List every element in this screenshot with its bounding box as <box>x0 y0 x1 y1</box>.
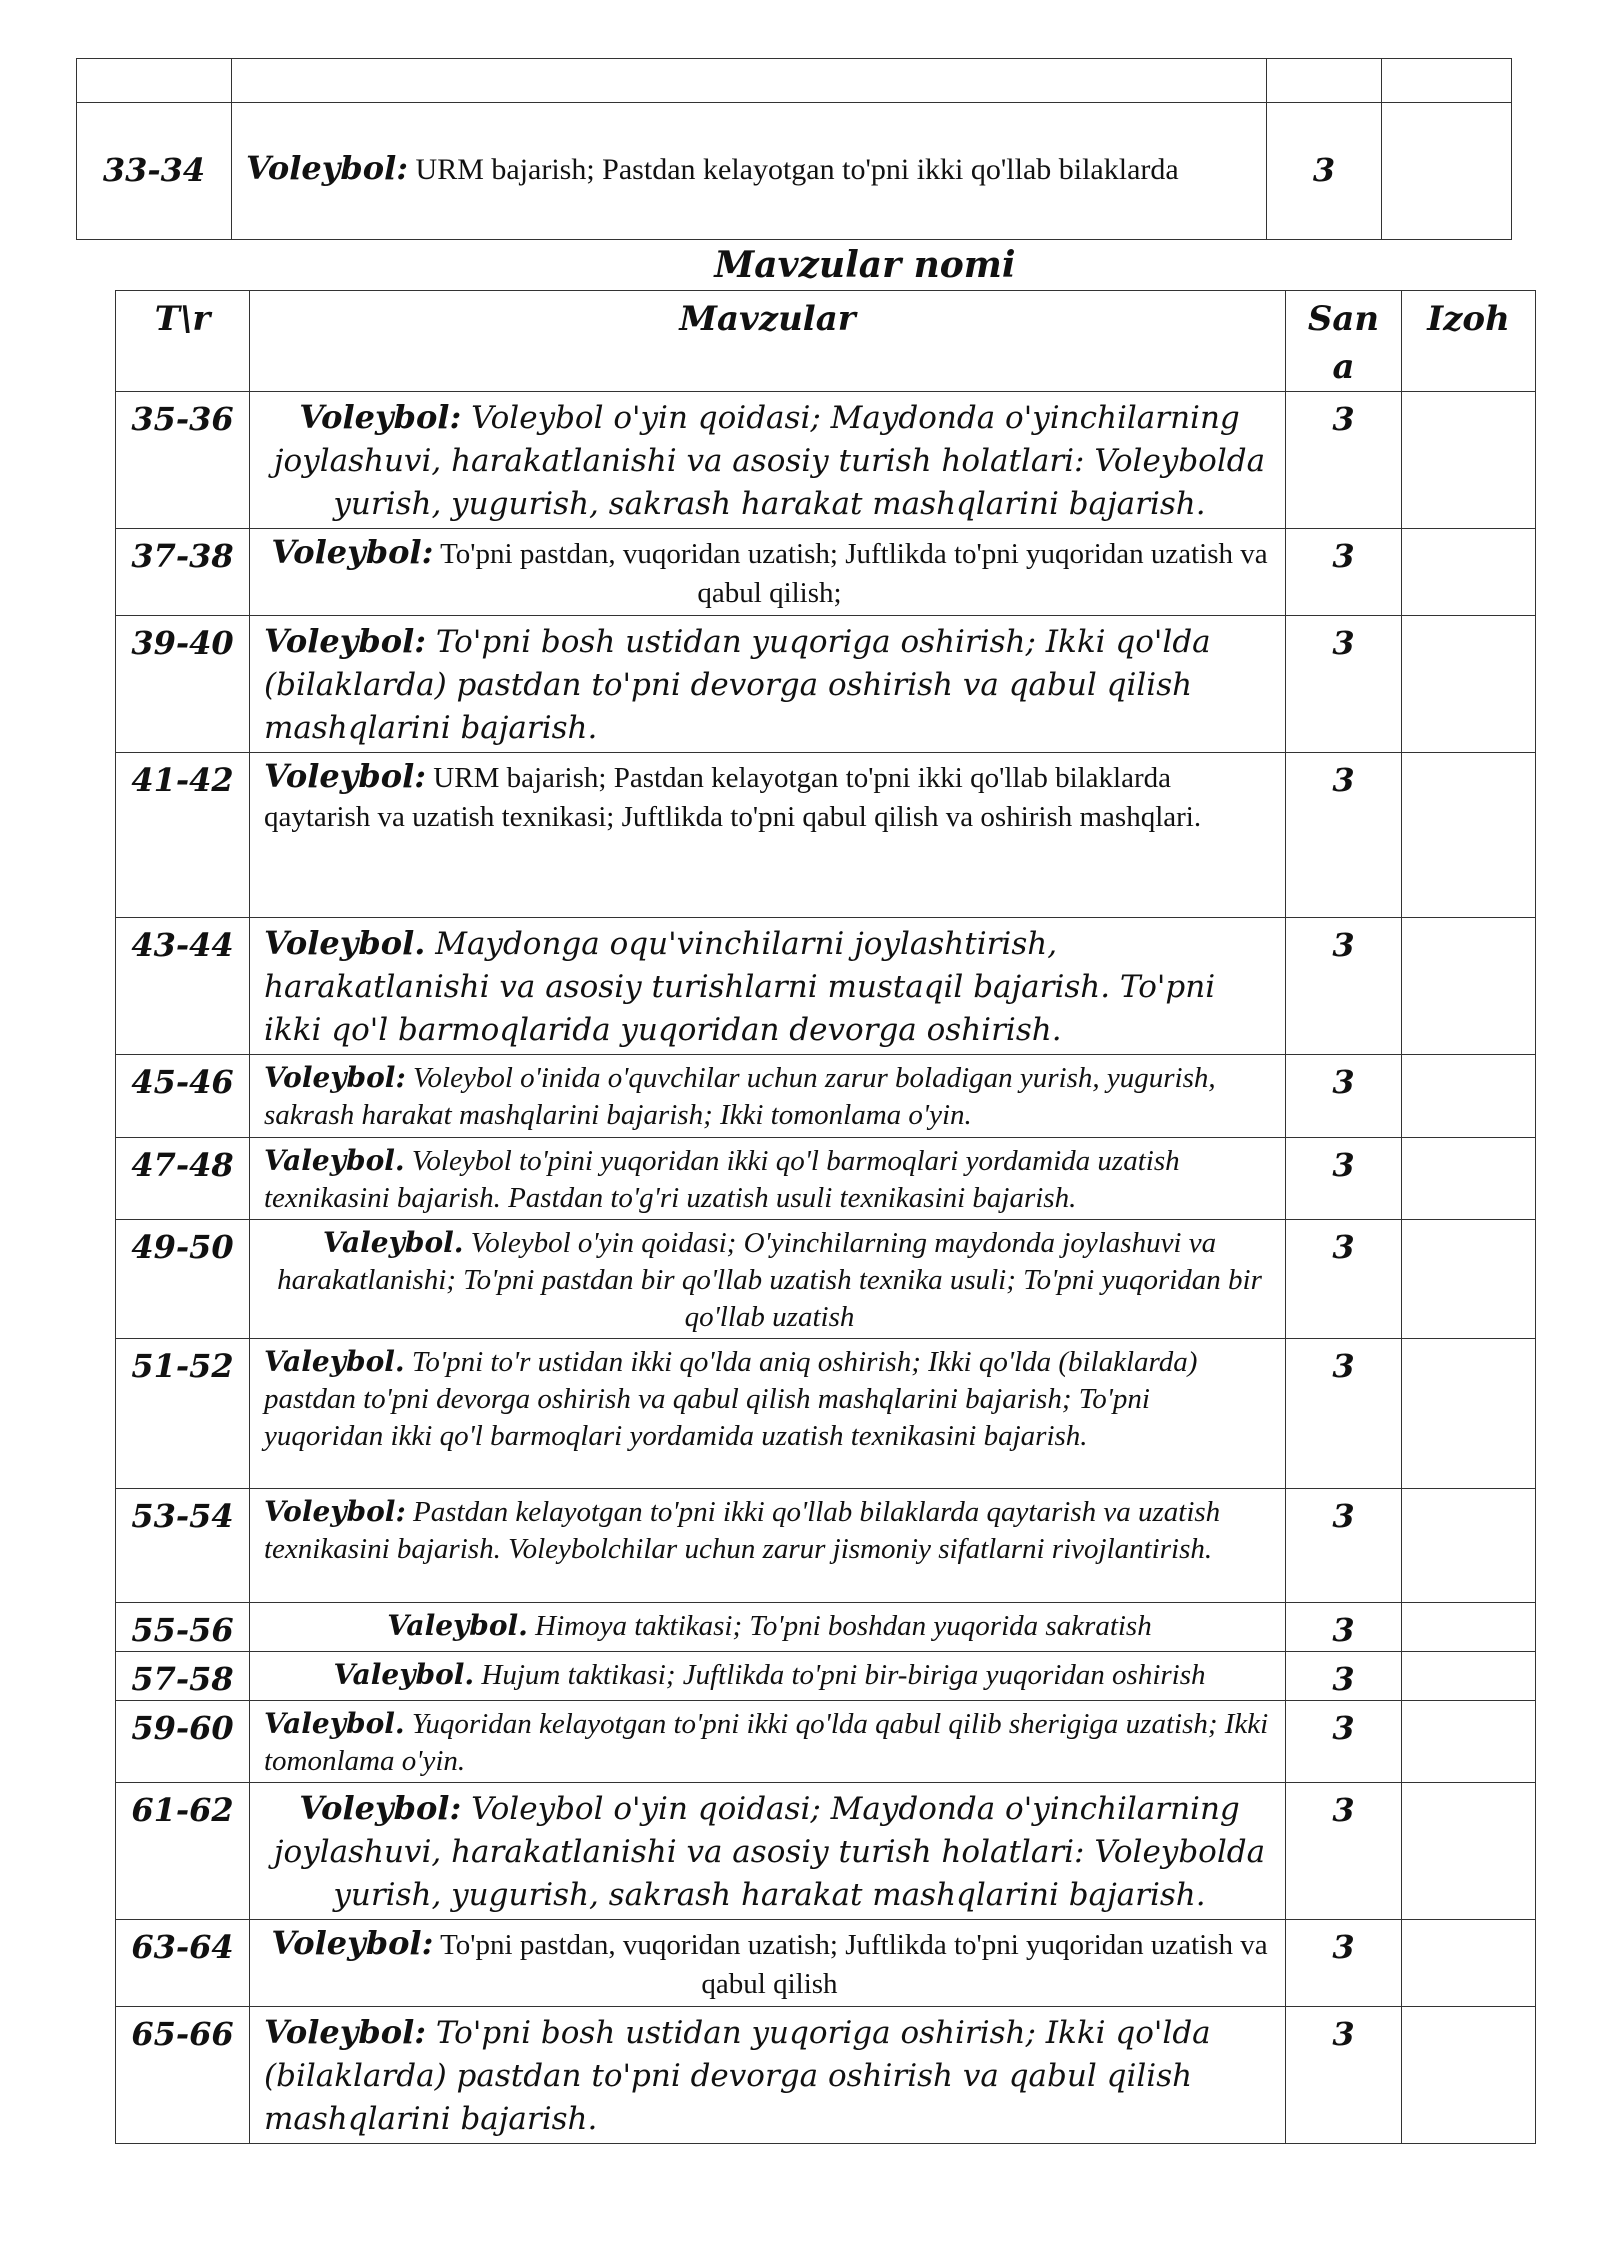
lesson-topic <box>250 1055 1286 1138</box>
lesson-number: 61-62 <box>116 1783 250 1920</box>
table-row <box>116 1339 1536 1489</box>
lesson-notes <box>1402 753 1536 918</box>
lesson-hours: 3 <box>1286 1701 1402 1783</box>
cell <box>1267 59 1382 103</box>
lesson-notes <box>1402 1701 1536 1783</box>
lesson-number: 41-42 <box>116 753 250 918</box>
lesson-topic <box>250 1603 1286 1652</box>
lesson-topic <box>250 918 1286 1055</box>
topic-text: To'pni pastdan, vuqoridan uzatish; Juftlikda to'pni yuqoridan uzatish va qabul qilish <box>433 1929 1268 2000</box>
lesson-number: 43-44 <box>116 918 250 1055</box>
lesson-hours: 3 <box>1286 2007 1402 2144</box>
lesson-hours: 3 <box>1286 1603 1402 1652</box>
topic-text: To'pni pastdan, vuqoridan uzatish; Juftlikda to'pni yuqoridan uzatish va qabul qilish; <box>433 538 1268 609</box>
lesson-number: 39-40 <box>116 616 250 753</box>
table-row <box>116 1783 1536 1920</box>
table-row <box>116 918 1536 1055</box>
topic-lead: Valeybol. <box>264 1707 405 1740</box>
topic-lead: Valeybol. <box>264 1345 405 1378</box>
lesson-hours: 3 <box>1286 616 1402 753</box>
lesson-hours: 3 <box>1286 1783 1402 1920</box>
topic-lead: Voleybol: <box>264 1061 406 1094</box>
topic-lead: Voleybol: <box>271 533 434 571</box>
table-row <box>116 1220 1536 1339</box>
lesson-hours: 3 <box>1286 918 1402 1055</box>
topic-text: URM bajarish; Pastdan kelayotgan to'pni ikki qo'llab bilaklarda <box>408 153 1179 186</box>
lesson-topic <box>250 1652 1286 1701</box>
header-date: Sana <box>1286 291 1402 392</box>
lesson-notes <box>1402 1783 1536 1920</box>
cell <box>77 59 232 103</box>
previous-page-table <box>76 58 1512 240</box>
lesson-topic <box>250 2007 1286 2144</box>
table-row <box>116 1603 1536 1652</box>
lesson-hours: 3 <box>1267 103 1382 240</box>
lesson-notes <box>1402 1055 1536 1138</box>
topic-text: Voleybol o'yin qoidasi; Maydonda o'yinchilarning joylashuvi, harakatlanishi va asosiy turish holatlari: Voleybolda yurish, yugurish, sakrash harakat mashqlarini bajarish. <box>273 1791 1266 1913</box>
topic-text: Voleybol o'yin qoidasi; Maydonda o'yinchilarning joylashuvi, harakatlanishi va asosiy turish holatlari: Voleybolda yurish, yugurish, sakrash harakat mashqlarini bajarish. <box>273 400 1266 522</box>
topic-lead: Valeybol. <box>333 1658 475 1691</box>
topics-table <box>115 290 1536 2144</box>
lesson-notes <box>1402 2007 1536 2144</box>
lesson-topic <box>250 1920 1286 2007</box>
lesson-topic <box>232 103 1267 240</box>
lesson-topic <box>250 1220 1286 1339</box>
lesson-number: 57-58 <box>116 1652 250 1701</box>
topic-text: To'pni bosh ustidan yuqoriga oshirish; Ikki qo'lda (bilaklarda) pastdan to'pni devorga oshirish va qabul qilish mashqlarini bajarish. <box>264 624 1211 746</box>
topic-lead: Voleybol. <box>264 924 426 962</box>
topic-text: To'pni bosh ustidan yuqoriga oshirish; Ikki qo'lda (bilaklarda) pastdan to'pni devorga oshirish va qabul qilish mashqlarini bajarish. <box>264 2015 1211 2137</box>
topic-lead: Voleybol: <box>264 2013 427 2051</box>
lesson-hours: 3 <box>1286 1220 1402 1339</box>
lesson-number: 63-64 <box>116 1920 250 2007</box>
topic-text: Maydonga oqu'vinchilarni joylashtirish, harakatlanishi va asosiy turishlarni mustaqil bajarish. To'pni ikki qo'l barmoqlarida yuqoridan devorga oshirish. <box>264 926 1216 1048</box>
table-row <box>116 1920 1536 2007</box>
lesson-notes <box>1382 103 1512 240</box>
lesson-topic <box>250 1701 1286 1783</box>
lesson-number: 37-38 <box>116 529 250 616</box>
table-row <box>116 616 1536 753</box>
topic-lead: Voleybol: <box>299 1789 462 1827</box>
lesson-number: 53-54 <box>116 1489 250 1603</box>
table-row <box>116 392 1536 529</box>
topic-text: Voleybol o'yin qoidasi; O'yinchilarning maydonda joylashuvi va harakatlanishi; To'pni pastdan bir qo'llab uzatish texnika usuli; To'pni yuqoridan bir qo'llab uzatish <box>277 1227 1262 1333</box>
lesson-hours: 3 <box>1286 1055 1402 1138</box>
lesson-number: 33-34 <box>77 103 232 240</box>
lesson-number: 47-48 <box>116 1138 250 1220</box>
lesson-number: 65-66 <box>116 2007 250 2144</box>
section-title: Mavzular nomi <box>714 244 1016 286</box>
lesson-hours: 3 <box>1286 1652 1402 1701</box>
lesson-number: 51-52 <box>116 1339 250 1489</box>
table-row <box>116 1055 1536 1138</box>
table-row <box>116 1652 1536 1701</box>
lesson-notes <box>1402 1220 1536 1339</box>
header-notes: Izoh <box>1402 291 1536 392</box>
topic-text: URM bajarish; Pastdan kelayotgan to'pni ikki qo'llab bilaklarda qaytarish va uzatish texnikasi; Juftlikda to'pni qabul qilish va oshirish mashqlari. <box>264 762 1202 833</box>
header-topics: Mavzular <box>250 291 1286 392</box>
lesson-hours: 3 <box>1286 1138 1402 1220</box>
lesson-notes <box>1402 1138 1536 1220</box>
lesson-number: 35-36 <box>116 392 250 529</box>
table-row <box>116 1138 1536 1220</box>
header-number: T\r <box>116 291 250 392</box>
header-row <box>116 291 1536 392</box>
table-row <box>116 1489 1536 1603</box>
lesson-topic <box>250 392 1286 529</box>
lesson-notes <box>1402 392 1536 529</box>
lesson-topic <box>250 1339 1286 1489</box>
topic-lead: Valeybol. <box>322 1226 464 1259</box>
topic-lead: Voleybol: <box>264 757 427 795</box>
topic-text: Pastdan kelayotgan to'pni ikki qo'llab bilaklarda qaytarish va uzatish texnikasini bajarish. Voleybolchilar uchun zarur jismoniy sifatlarni rivojlantirish. <box>264 1496 1221 1565</box>
lesson-number: 49-50 <box>116 1220 250 1339</box>
topic-text: Himoya taktikasi; To'pni boshdan yuqorida sakratish <box>527 1610 1152 1642</box>
table-row <box>116 1701 1536 1783</box>
topic-lead: Voleybol: <box>246 149 409 187</box>
lesson-hours: 3 <box>1286 1489 1402 1603</box>
lesson-notes <box>1402 1339 1536 1489</box>
topic-text: Voleybol to'pini yuqoridan ikki qo'l barmoqlari yordamida uzatish texnikasini bajarish. Pastdan to'g'ri uzatish usuli texnikasini bajarish. <box>264 1145 1180 1214</box>
lesson-topic <box>250 529 1286 616</box>
lesson-topic <box>250 616 1286 753</box>
table-row <box>116 2007 1536 2144</box>
topic-text: To'pni to'r ustidan ikki qo'lda aniq oshirish; Ikki qo'lda (bilaklarda) pastdan to'pni devorga oshirish va qabul qilish mashqlarini bajarish; To'pni yuqoridan ikki qo'l barmoqlari yordamida uzatish texnikasini bajarish. <box>264 1346 1198 1452</box>
lesson-topic <box>250 1489 1286 1603</box>
lesson-notes <box>1402 1920 1536 2007</box>
lesson-notes <box>1402 918 1536 1055</box>
lesson-notes <box>1402 1489 1536 1603</box>
topic-text: Voleybol o'inida o'quvchilar uchun zarur boladigan yurish, yugurish, sakrash harakat mashqlarini bajarish; Ikki tomonlama o'yin. <box>264 1062 1216 1131</box>
lesson-notes <box>1402 529 1536 616</box>
table-row <box>77 59 1512 103</box>
topic-lead: Voleybol: <box>299 398 462 436</box>
lesson-notes <box>1402 1652 1536 1701</box>
lesson-notes <box>1402 1603 1536 1652</box>
lesson-hours: 3 <box>1286 1920 1402 2007</box>
lesson-hours: 3 <box>1286 392 1402 529</box>
topic-text: Hujum taktikasi; Juftlikda to'pni bir-biriga yuqoridan oshirish <box>474 1659 1206 1691</box>
lesson-hours: 3 <box>1286 753 1402 918</box>
lesson-number: 59-60 <box>116 1701 250 1783</box>
topic-lead: Voleybol: <box>264 1495 406 1528</box>
lesson-number: 55-56 <box>116 1603 250 1652</box>
topic-lead: Valeybol. <box>264 1144 405 1177</box>
lesson-number: 45-46 <box>116 1055 250 1138</box>
topic-text: Yuqoridan kelayotgan to'pni ikki qo'lda qabul qilib sherigiga uzatish; Ikki tomonlama o'yin. <box>264 1708 1269 1777</box>
topic-lead: Valeybol. <box>387 1609 528 1642</box>
lesson-hours: 3 <box>1286 529 1402 616</box>
cell <box>1382 59 1512 103</box>
lesson-topic <box>250 753 1286 918</box>
table-row <box>77 103 1512 240</box>
topic-lead: Voleybol: <box>264 622 427 660</box>
table-row <box>116 529 1536 616</box>
cell <box>232 59 1267 103</box>
topic-lead: Voleybol: <box>271 1924 434 1962</box>
table-row <box>116 753 1536 918</box>
lesson-topic <box>250 1783 1286 1920</box>
lesson-topic <box>250 1138 1286 1220</box>
lesson-notes <box>1402 616 1536 753</box>
lesson-hours: 3 <box>1286 1339 1402 1489</box>
